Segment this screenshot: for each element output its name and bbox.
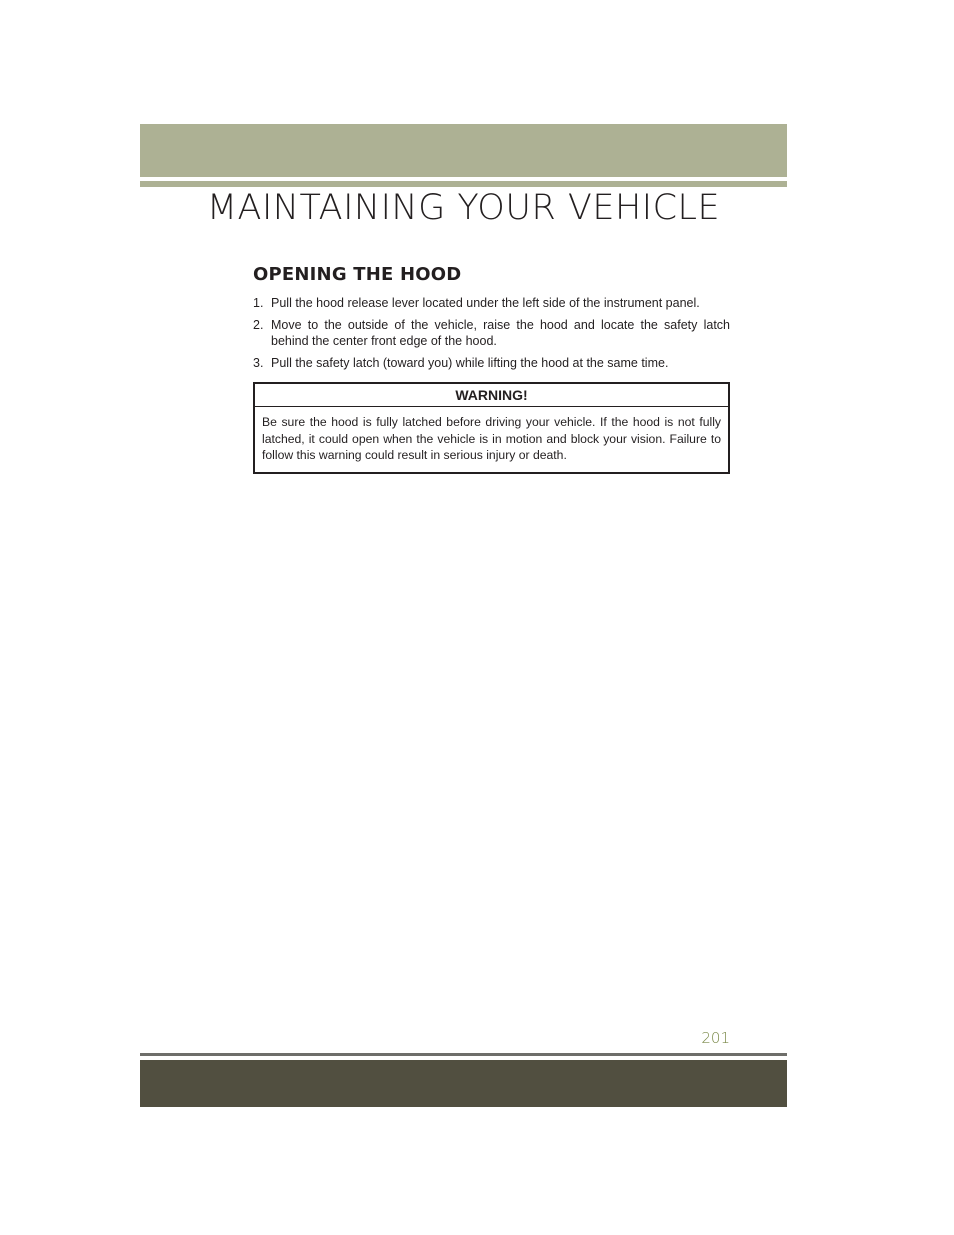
list-item — [253, 355, 730, 372]
step-number: 1. — [253, 296, 264, 310]
main-content — [253, 262, 730, 474]
list-item — [253, 317, 730, 350]
step-text: Pull the safety latch (toward you) while lifting the hood at the same time. — [271, 355, 669, 370]
footer-divider — [140, 1053, 787, 1056]
step-number: 2. — [253, 317, 264, 332]
warning-body: Be sure the hood is fully latched before driving your vehicle. If the hood is not fully latched, it could open when the vehicle is in motion and block your vision. Failure to follow this warning could result in serious injury or death. — [262, 415, 721, 462]
section-title: OPENING THE HOOD — [253, 264, 462, 285]
header-band — [140, 124, 787, 177]
warning-title: WARNING! — [255, 384, 728, 407]
footer-band — [140, 1060, 787, 1107]
list-item — [253, 295, 730, 312]
chapter-title: MAINTAINING YOUR VEHICLE — [206, 188, 721, 228]
warning-box — [253, 382, 730, 474]
page-number: 201 — [701, 1029, 730, 1047]
steps-list — [253, 295, 730, 371]
step-text: Pull the hood release lever located under the left side of the instrument panel. — [271, 296, 700, 310]
step-text: Move to the outside of the vehicle, raise the hood and locate the safety latch behind the center front edge of the hood. — [271, 317, 730, 348]
step-number: 3. — [253, 355, 264, 370]
